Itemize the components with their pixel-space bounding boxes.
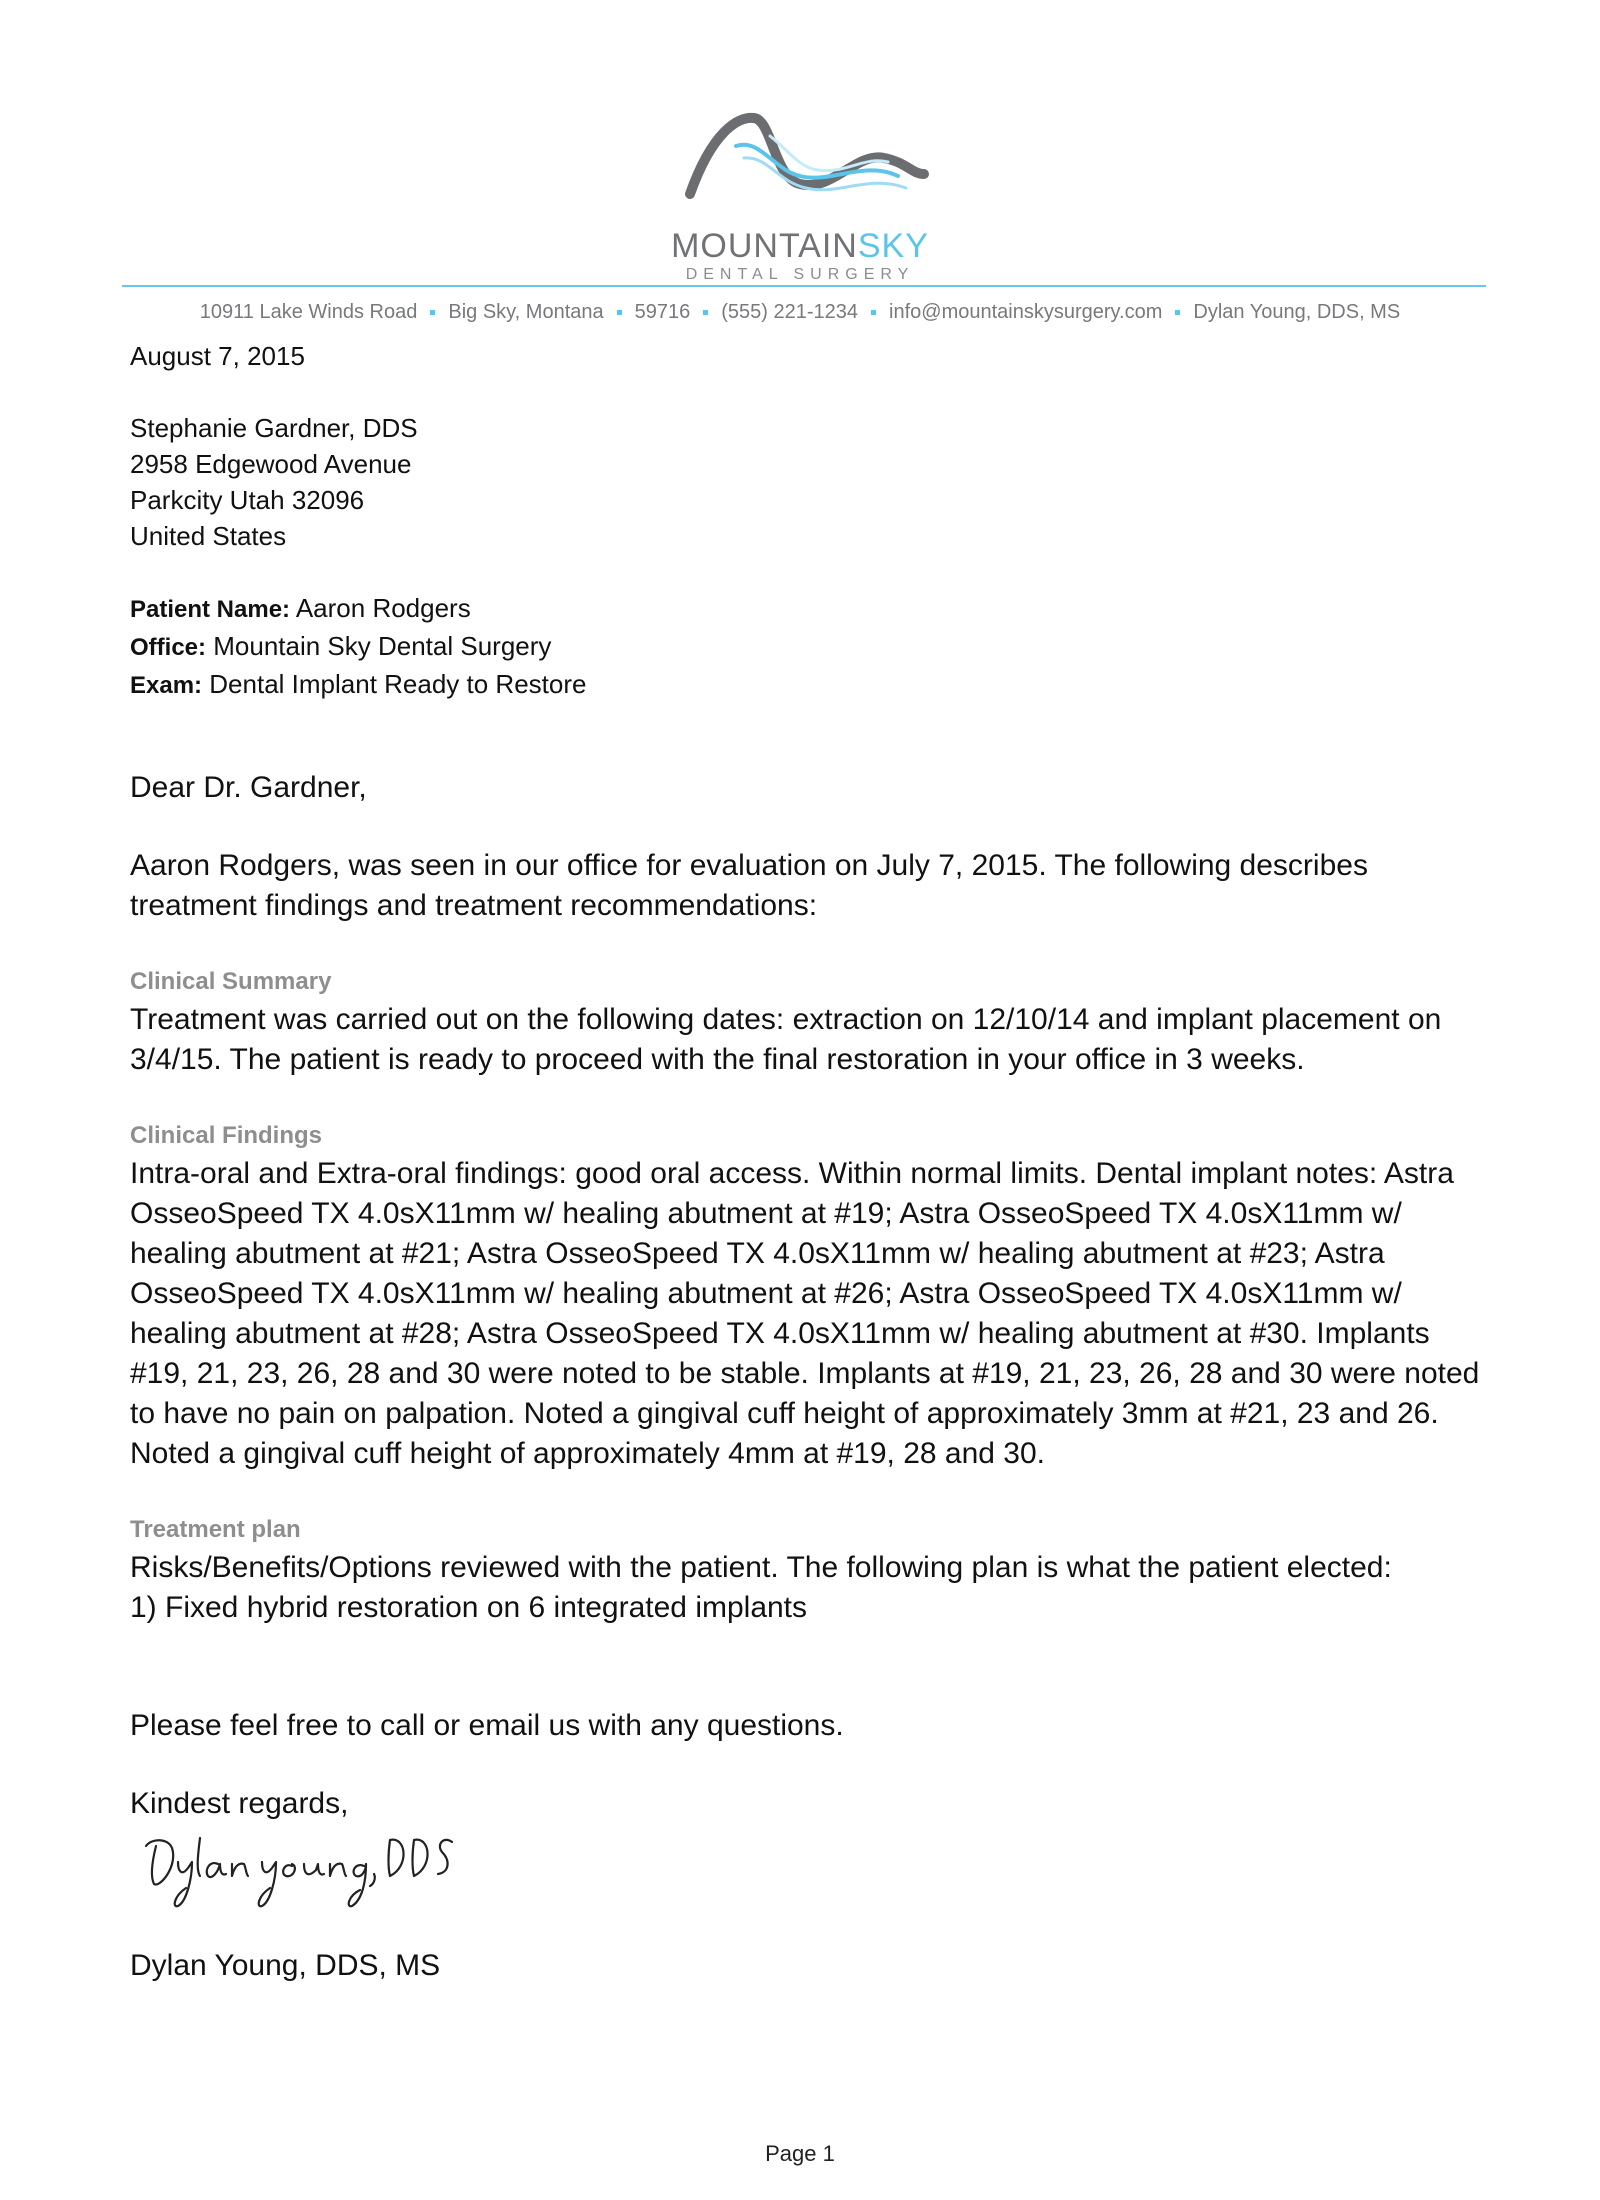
handwritten-signature bbox=[138, 1826, 1490, 1910]
practice-logo bbox=[0, 112, 1600, 284]
clinical-summary-heading: Clinical Summary bbox=[130, 968, 332, 995]
contact-city: Big Sky, Montana bbox=[448, 301, 604, 323]
mountain-wave-logo-icon bbox=[650, 112, 950, 222]
signer-name: Dylan Young, DDS, MS bbox=[130, 1949, 441, 1982]
separator-dot bbox=[430, 310, 435, 315]
office-row bbox=[130, 628, 1490, 666]
patient-name-row bbox=[130, 590, 1490, 628]
clinical-summary-text: Treatment was carried out on the following dates: extraction on 12/10/14 and implant placement on 3/4/15. The patient is ready to proceed with the final restoration in your office in 3 weeks. bbox=[130, 1003, 1442, 1076]
salutation: Dear Dr. Gardner, bbox=[130, 771, 367, 804]
logo-subtitle: DENTAL SURGERY bbox=[685, 266, 915, 283]
patient-info bbox=[130, 590, 1490, 704]
contact-zip: 59716 bbox=[634, 301, 691, 323]
recipient-address bbox=[130, 410, 1490, 554]
clinical-findings-heading: Clinical Findings bbox=[130, 1122, 323, 1149]
treatment-plan-item: 1) Fixed hybrid restoration on 6 integrated implants bbox=[130, 1591, 808, 1624]
contact-email: info@mountainskysurgery.com bbox=[889, 301, 1163, 323]
contact-line bbox=[0, 300, 1600, 324]
regards-line: Kindest regards, bbox=[130, 1787, 349, 1820]
contact-phone: (555) 221-1234 bbox=[721, 301, 859, 323]
logo-wordmark bbox=[0, 228, 1600, 264]
office-value: Mountain Sky Dental Surgery bbox=[206, 631, 552, 661]
exam-label: Exam: bbox=[130, 672, 203, 699]
contact-doctor: Dylan Young, DDS, MS bbox=[1193, 301, 1401, 323]
treatment-plan-heading: Treatment plan bbox=[130, 1516, 301, 1543]
recipient-street: 2958 Edgewood Avenue bbox=[130, 449, 412, 479]
separator-dot bbox=[871, 310, 876, 315]
letterhead-divider bbox=[122, 285, 1486, 287]
logo-word-accent: SKY bbox=[857, 227, 929, 265]
exam-value: Dental Implant Ready to Restore bbox=[202, 669, 587, 699]
signature-icon bbox=[138, 1826, 458, 1910]
treatment-plan-text bbox=[130, 1548, 1490, 1628]
recipient-country: United States bbox=[130, 521, 287, 551]
office-label: Office: bbox=[130, 634, 207, 661]
closing-line: Please feel free to call or email us with any questions. bbox=[130, 1709, 844, 1742]
letter-body bbox=[130, 338, 1490, 1986]
recipient-name: Stephanie Gardner, DDS bbox=[130, 413, 418, 443]
separator-dot bbox=[703, 310, 708, 315]
page-number: Page 1 bbox=[765, 2141, 835, 2166]
patient-name-value: Aaron Rodgers bbox=[290, 593, 471, 623]
patient-name-label: Patient Name: bbox=[130, 596, 291, 623]
clinical-findings-text: Intra-oral and Extra-oral findings: good oral access. Within normal limits. Dental implant notes: Astra OsseoSpeed TX 4.0sX11mm w/ healing abutment at #19; Astra OsseoSpeed TX 4.0sX11mm w/ healing abutment at #21; Astra OsseoSpeed TX 4.0sX11mm w/ healing abutment at #23; Astra OsseoSpeed TX 4.0sX11mm w/ healing abutment at #26; Astra OsseoSpeed TX 4.0sX11mm w/ healing abutment at #28; Astra OsseoSpeed TX 4.0sX11mm w/ healing abutment at #30. Implants #19, 21, 23, 26, 28 and 30 were noted to be stable. Implants at #19, 21, 23, 26, 28 and 30 were noted to have no pain on palpation. Noted a gingival cuff height of approximately 3mm at #21, 23 and 26. Noted a gingival cuff height of approximately 4mm at #19, 28 and 30. bbox=[130, 1157, 1480, 1470]
recipient-city: Parkcity Utah 32096 bbox=[130, 485, 365, 515]
separator-dot bbox=[1175, 310, 1180, 315]
intro-paragraph: Aaron Rodgers, was seen in our office for evaluation on July 7, 2015. The following describes treatment findings and treatment recommendations: bbox=[130, 849, 1368, 922]
treatment-plan-line: Risks/Benefits/Options reviewed with the patient. The following plan is what the patient elected: bbox=[130, 1551, 1392, 1584]
separator-dot bbox=[617, 310, 622, 315]
signature-text: Dylan Young, DDS bbox=[138, 1826, 147, 1827]
contact-street: 10911 Lake Winds Road bbox=[199, 301, 418, 323]
exam-row bbox=[130, 666, 1490, 704]
letter-date: August 7, 2015 bbox=[130, 341, 305, 371]
logo-word-main: MOUNTAIN bbox=[671, 227, 858, 265]
